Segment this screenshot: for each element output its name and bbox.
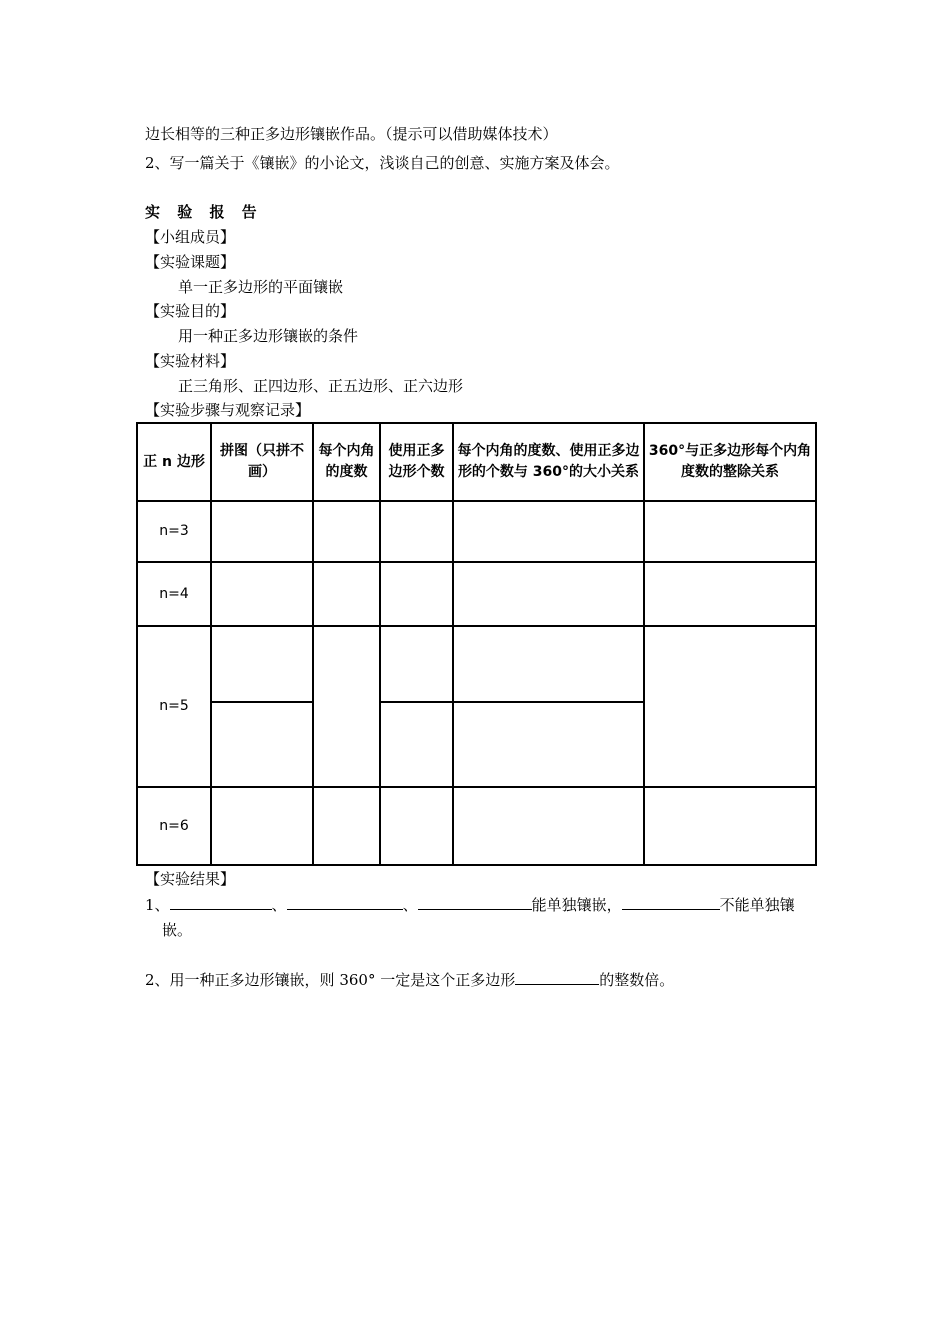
result-item-1 <box>145 893 815 917</box>
members-label: 【小组成员】 <box>145 228 236 246</box>
table-header-row <box>137 423 816 501</box>
header-n-gon: 正 n 边形 <box>137 423 211 501</box>
cannot-tile-text: 不能单独镶 <box>719 896 795 914</box>
header-interior-angle: 每个内角的度数 <box>313 423 380 501</box>
materials-text: 正三角形、正四边形、正五边形、正六边形 <box>178 377 464 395</box>
steps-label: 【实验步骤与观察记录】 <box>145 401 311 419</box>
header-tiling: 拼图（只拼不画） <box>211 423 313 501</box>
table-cell[interactable] <box>453 562 644 626</box>
table-cell[interactable] <box>380 501 453 562</box>
table-row <box>137 562 816 626</box>
table-cell[interactable] <box>211 787 313 865</box>
table-cell[interactable] <box>453 787 644 865</box>
item-2-suffix: 的整数倍。 <box>599 971 675 989</box>
table-cell[interactable] <box>644 501 816 562</box>
table-cell[interactable] <box>313 501 380 562</box>
separator: 、 <box>402 896 418 914</box>
intro-line-1: 边长相等的三种正多边形镶嵌作品。（提示可以借助媒体技术） <box>145 125 558 143</box>
purpose-text: 用一种正多边形镶嵌的条件 <box>178 327 359 345</box>
results-label: 【实验结果】 <box>145 870 236 888</box>
answer-blank-4[interactable] <box>622 893 720 910</box>
table-row <box>137 626 816 702</box>
topic-text: 单一正多边形的平面镶嵌 <box>178 278 344 296</box>
answer-blank-5[interactable] <box>515 968 599 985</box>
header-divisibility: 360°与正多边形每个内角度数的整除关系 <box>644 423 816 501</box>
table-cell[interactable] <box>211 702 313 787</box>
table-cell[interactable] <box>380 626 453 702</box>
table-cell[interactable] <box>380 787 453 865</box>
table-cell[interactable] <box>453 501 644 562</box>
item-2-text: 2、用一种正多边形镶嵌，则 360° 一定是这个正多边形 <box>145 971 516 989</box>
table-cell[interactable] <box>211 562 313 626</box>
result-item-1-wrap: 嵌。 <box>162 921 193 939</box>
table-row <box>137 501 816 562</box>
row-label: n=3 <box>137 501 211 562</box>
separator: 、 <box>271 896 287 914</box>
table-cell[interactable] <box>211 626 313 702</box>
intro-line-2: 2、写一篇关于《镶嵌》的小论文，浅谈自己的创意、实施方案及体会。 <box>145 154 620 172</box>
table-row <box>137 787 816 865</box>
answer-blank-3[interactable] <box>418 893 532 910</box>
table-cell[interactable] <box>211 501 313 562</box>
table-cell[interactable] <box>453 702 644 787</box>
materials-label: 【实验材料】 <box>145 352 236 370</box>
topic-label: 【实验课题】 <box>145 253 236 271</box>
report-title: 实 验 报 告 <box>145 203 263 221</box>
result-item-2 <box>145 968 815 992</box>
table-cell[interactable] <box>380 702 453 787</box>
can-tile-text: 能单独镶嵌， <box>531 896 622 914</box>
item-number: 1、 <box>145 896 170 914</box>
table-cell[interactable] <box>313 626 380 787</box>
answer-blank-1[interactable] <box>170 893 272 910</box>
table-cell[interactable] <box>644 787 816 865</box>
purpose-label: 【实验目的】 <box>145 302 236 320</box>
table-cell[interactable] <box>644 562 816 626</box>
answer-blank-2[interactable] <box>287 893 403 910</box>
table-cell[interactable] <box>313 787 380 865</box>
table-cell[interactable] <box>380 562 453 626</box>
table-cell[interactable] <box>313 562 380 626</box>
table-cell[interactable] <box>453 626 644 702</box>
header-relation: 每个内角的度数、使用正多边形的个数与 360°的大小关系 <box>453 423 644 501</box>
table-cell[interactable] <box>644 626 816 787</box>
row-label: n=4 <box>137 562 211 626</box>
header-polygon-count: 使用正多边形个数 <box>380 423 453 501</box>
row-label: n=5 <box>137 626 211 787</box>
row-label: n=6 <box>137 787 211 865</box>
observation-table <box>136 422 817 866</box>
